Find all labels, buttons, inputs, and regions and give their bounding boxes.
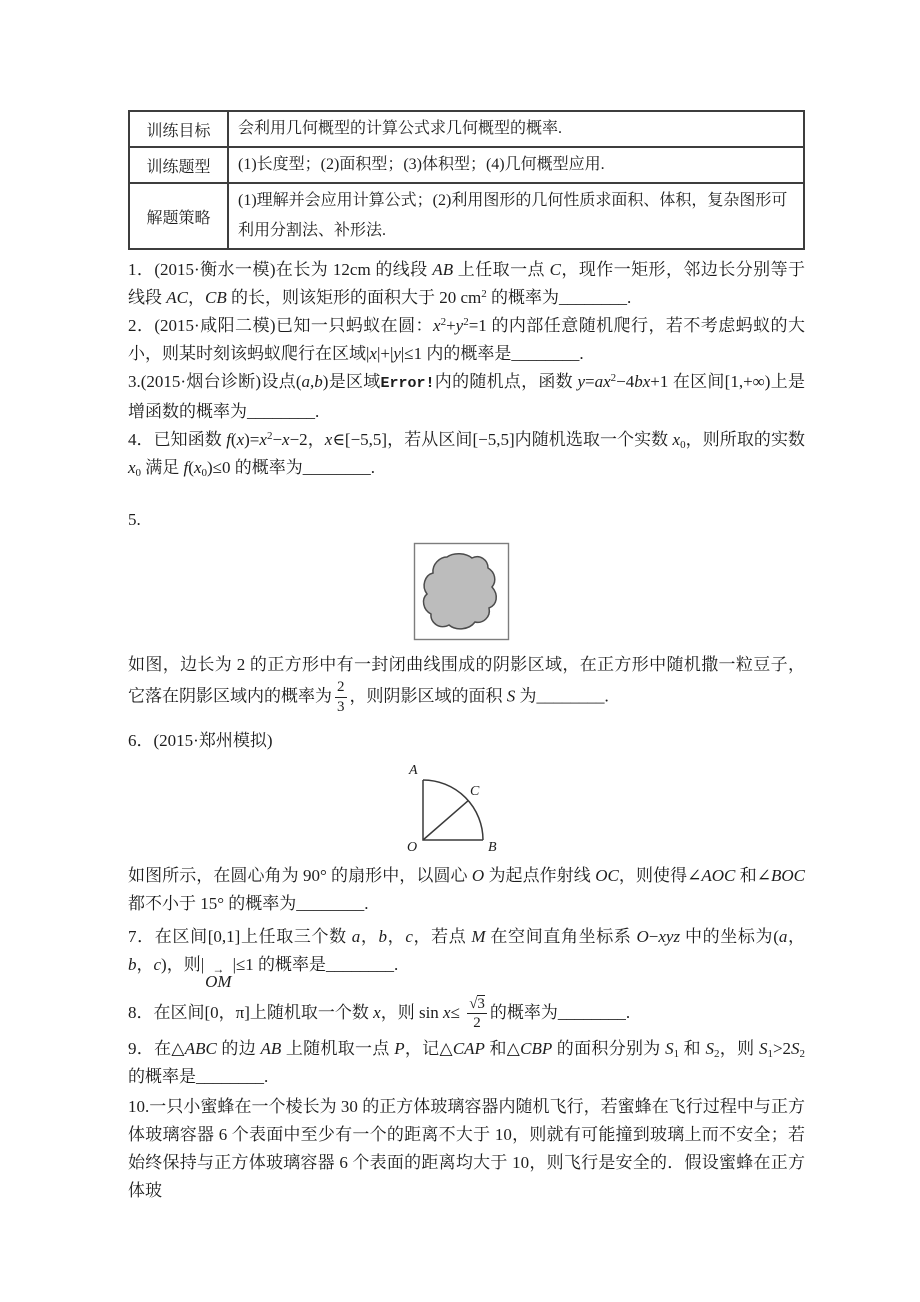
shaded-blob-region bbox=[424, 554, 497, 629]
problem-2-text: 2．(2015·咸阳二模)已知一只蚂蚁在圆：$x^2+y^2=1$ 的内部任意随机爬行，若不考虑蚂蚁的大小，则某时刻该蚂蚁爬行在区域|x|+|y|≤1 内的概率是________. bbox=[128, 316, 806, 363]
problem-1-text: 1．(2015·衡水一模)在长为 12cm 的线段 AB 上任取一点 C，现作一矩形，邻边长分别等于线段 AC，CB 的长，则该矩形的面积大于 20 $cm^2$ 的概率为________. bbox=[128, 260, 805, 307]
row-header-cell: 解题策略 bbox=[129, 183, 228, 249]
worksheet-content bbox=[128, 110, 810, 1205]
training-info-table bbox=[128, 110, 805, 250]
row-header-cell: 训练目标 bbox=[129, 111, 228, 147]
table-row bbox=[129, 183, 804, 249]
row-header-cell: 训练题型 bbox=[129, 147, 228, 183]
vertex-label-c: C bbox=[470, 783, 480, 799]
square-blob-figure bbox=[413, 542, 511, 641]
sector-svg bbox=[398, 758, 523, 854]
ray-oc bbox=[423, 800, 468, 839]
problem-6-number: 6．(2015·郑州模拟) bbox=[128, 730, 273, 750]
row-content-cell: (1)理解并会应用计算公式；(2)利用图形的几何性质求面积、体积，复杂图形可利用分割法、补形法. bbox=[228, 183, 804, 249]
problem-4-text: 4．已知函数 $f(x)=x^2-x-2$，x∈[−5,5]，若从区间[−5,5]内随机选取一个实数 x0，则所取的实数 x0 满足 f(x0)≤0 的概率为________. bbox=[128, 430, 810, 479]
problem-5-text: 如图，边长为 2 的正方形中有一封闭曲线围成的阴影区域，在正方形中随机撒一粒豆子，它落在阴影区域内的概率为 $\frac{2}{3}$ ，则阴影区域的面积 S 为________. bbox=[128, 655, 805, 716]
table-row bbox=[129, 111, 804, 147]
problem-10-text: 10.一只小蜜蜂在一个棱长为 30 的正方体玻璃容器内随机飞行，若蜜蜂在飞行过程中与正方体玻璃容器 6 个表面中至少有一个的距离不大于 10，则就有可能撞到玻璃上而不安全；若始终保持与正方体玻璃容器 6 个表面的距离均大于 10，则飞行是安全的．假设蜜蜂在正方体玻 bbox=[128, 1097, 805, 1201]
table-row bbox=[129, 147, 804, 183]
problem-9-text: 9．在△ABC 的边 AB 上随机取一点 P，记△CAP 和△CBP 的面积分别为 S1 和 S2，则 S1>2S2 的概率是________. bbox=[128, 1039, 810, 1087]
problem-7-text: 7．在区间[0,1]上任取三个数 a，b，c，若点 M 在空间直角坐标系 O−xyz 中的坐标为(a，b，c)，则| → OM |≤1 的概率是________. bbox=[128, 926, 806, 991]
vertex-label-b: B bbox=[488, 839, 497, 854]
problem-5-number: 5. bbox=[128, 510, 141, 529]
square-blob-svg bbox=[413, 542, 511, 641]
vertex-label-a: A bbox=[409, 762, 418, 778]
problem-8-text: 8．在区间[0，π]上随机取一个数 x，则 sin x≤ √ 3 2 的概率为________. bbox=[128, 995, 631, 1031]
problem-6-text: 如图所示，在圆心角为 90° 的扇形中，以圆心 O 为起点作射线 OC，则使得∠AOC 和∠BOC 都不小于 15° 的概率为________. bbox=[128, 865, 810, 913]
problem-3-text: 3.(2015·烟台诊断)设点(a,b)是区域Error!内的随机点，函数 $y=ax^2-4bx+1$ 在区间[1,+∞)上是增函数的概率为________. bbox=[128, 372, 805, 421]
vertex-label-o: O bbox=[407, 839, 418, 854]
sector-figure bbox=[398, 758, 523, 854]
row-content-cell: (1)长度型；(2)面积型；(3)体积型；(4)几何概型应用. bbox=[228, 147, 804, 183]
row-content-cell: 会利用几何概型的计算公式求几何概型的概率. bbox=[228, 111, 804, 147]
